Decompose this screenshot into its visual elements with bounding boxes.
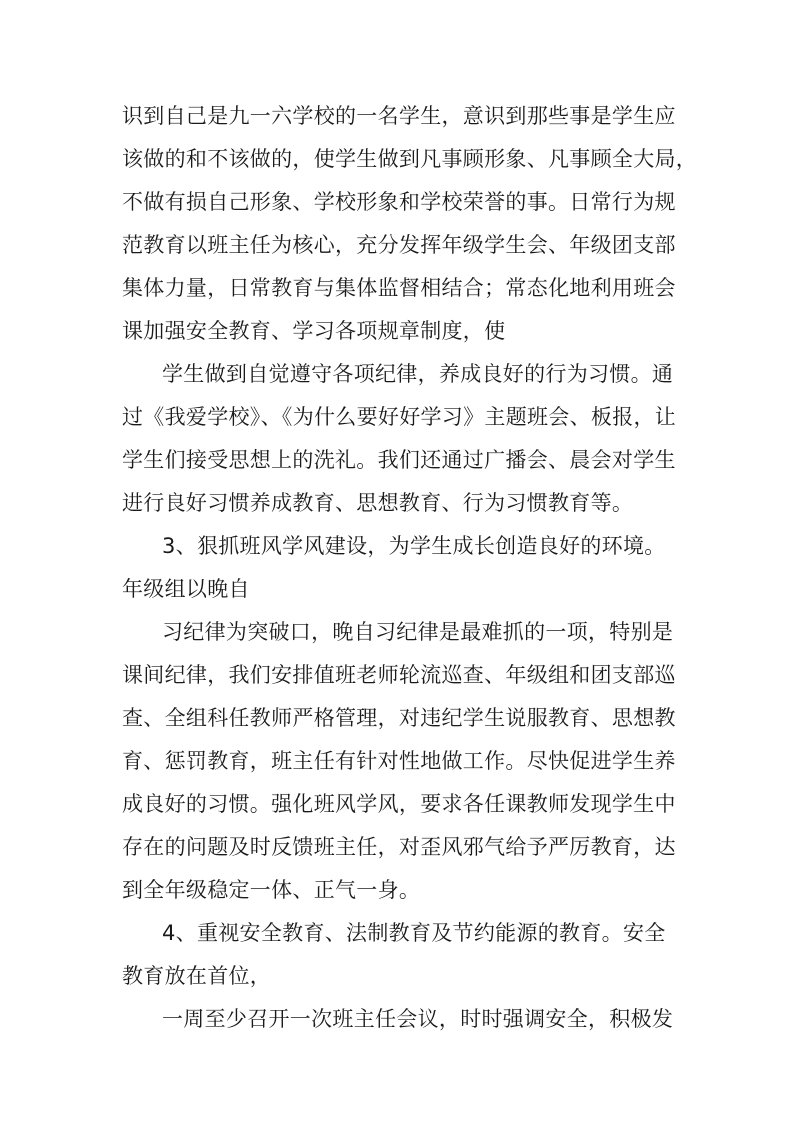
text-line: 习纪律为突破口，晚自习纪律是最难抓的一项，特别是 (162, 620, 674, 644)
text-line: 育、惩罚教育，班主任有针对性地做工作。尽快促进学生养 (122, 749, 676, 773)
text-line: 集体力量，日常教育与集体监督相结合；常态化地利用班会 (122, 276, 676, 300)
text-line: 3、狠抓班风学风建设，为学生成长创造良好的环境。 (162, 534, 666, 558)
text-line: 到全年级稳定一体、正气一身。 (122, 878, 421, 902)
text-line: 教育放在首位， (122, 964, 272, 988)
text-line: 范教育以班主任为核心，充分发挥年级学生会、年级团支部 (122, 233, 676, 257)
text-line: 不做有损自己形象、学校形象和学校荣誉的事。日常行为规 (122, 190, 676, 214)
text-line: 存在的问题及时反馈班主任，对歪风邪气给予严厉教育，达 (122, 835, 676, 859)
text-line: 学生做到自觉遵守各项纪律，养成良好的行为习惯。通 (162, 362, 674, 386)
text-line: 该做的和不该做的，使学生做到凡事顾形象、凡事顾全大局， (122, 147, 698, 171)
text-line: 查、全组科任教师严格管理，对违纪学生说服教育、思想教 (122, 706, 676, 730)
text-line: 进行良好习惯养成教育、思想教育、行为习惯教育等。 (122, 491, 634, 515)
text-line: 课加强安全教育、学习各项规章制度，使 (122, 319, 506, 343)
text-line: 年级组以晚自 (122, 577, 250, 601)
text-line: 一周至少召开一次班主任会议，时时强调安全，积极发 (162, 1007, 674, 1031)
text-line: 4、重视安全教育、法制教育及节约能源的教育。安全 (162, 921, 666, 945)
text-line: 过《我爱学校》、《为什么要好好学习》主题班会、板报，让 (122, 405, 677, 429)
text-line: 学生们接受思想上的洗礼。我们还通过广播会、晨会对学生 (122, 448, 676, 472)
text-line: 成良好的习惯。强化班风学风，要求各任课教师发现学生中 (122, 792, 676, 816)
text-line: 识到自己是九一六学校的一名学生，意识到那些事是学生应 (122, 104, 676, 128)
text-line: 课间纪律，我们安排值班老师轮流巡查、年级组和团支部巡 (122, 663, 676, 687)
